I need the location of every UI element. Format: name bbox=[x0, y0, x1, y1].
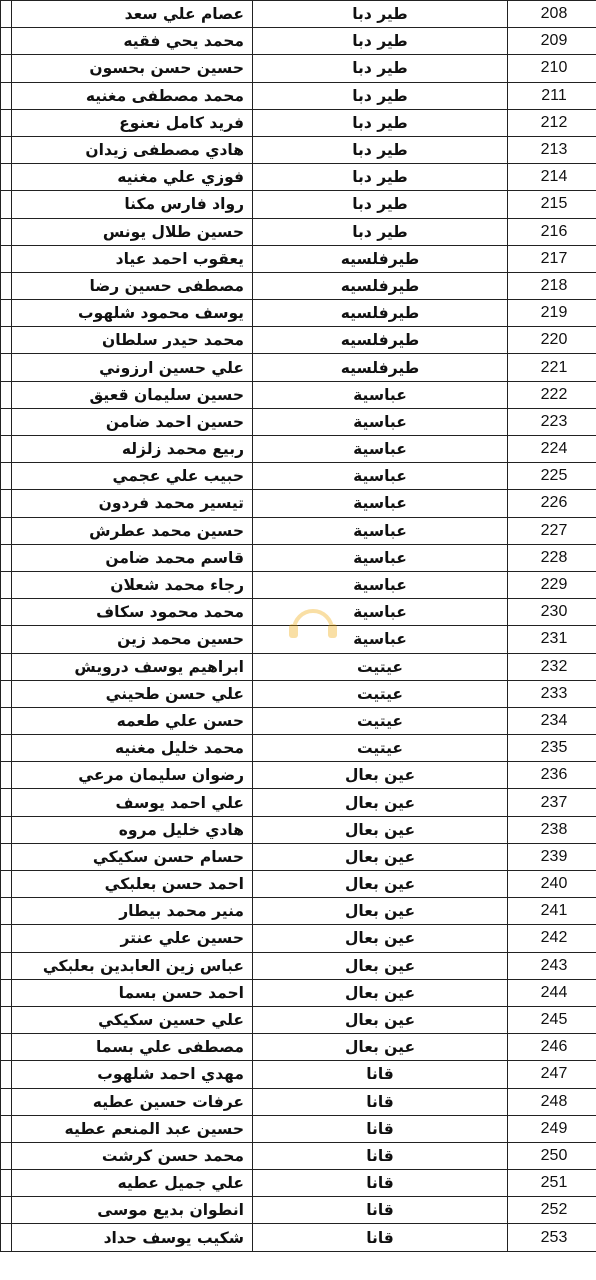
town-cell: عباسية bbox=[253, 490, 508, 517]
table-row bbox=[1, 490, 596, 517]
row-margin-cell bbox=[1, 218, 12, 245]
table-row bbox=[1, 680, 596, 707]
row-margin-cell bbox=[1, 164, 12, 191]
table-row bbox=[1, 1006, 596, 1033]
row-margin-cell bbox=[1, 1, 12, 28]
table-row bbox=[1, 979, 596, 1006]
row-margin-cell bbox=[1, 463, 12, 490]
row-margin-cell bbox=[1, 272, 12, 299]
row-number-cell: 253 bbox=[508, 1224, 596, 1251]
row-margin-cell bbox=[1, 28, 12, 55]
town-cell: عين بعال bbox=[253, 952, 508, 979]
row-margin-cell bbox=[1, 109, 12, 136]
person-name-cell: عباس زين العابدين بعلبكي bbox=[12, 952, 253, 979]
table-row bbox=[1, 707, 596, 734]
row-margin-cell bbox=[1, 871, 12, 898]
table-row bbox=[1, 28, 596, 55]
person-name-cell: مصطفى حسين رضا bbox=[12, 272, 253, 299]
town-cell: عين بعال bbox=[253, 898, 508, 925]
table-row bbox=[1, 408, 596, 435]
row-margin-cell bbox=[1, 599, 12, 626]
town-cell: طيرفلسيه bbox=[253, 327, 508, 354]
row-margin-cell bbox=[1, 1061, 12, 1088]
table-row bbox=[1, 544, 596, 571]
town-cell: طيرفلسيه bbox=[253, 272, 508, 299]
town-cell: طير دبا bbox=[253, 136, 508, 163]
town-cell: عباسية bbox=[253, 463, 508, 490]
town-cell: عيتيت bbox=[253, 653, 508, 680]
row-number-cell: 218 bbox=[508, 272, 596, 299]
town-cell: قانا bbox=[253, 1115, 508, 1142]
row-number-cell: 248 bbox=[508, 1088, 596, 1115]
row-margin-cell bbox=[1, 1006, 12, 1033]
person-name-cell: حسن علي طعمه bbox=[12, 707, 253, 734]
table-row bbox=[1, 164, 596, 191]
town-cell: عين بعال bbox=[253, 816, 508, 843]
town-cell: قانا bbox=[253, 1197, 508, 1224]
person-name-cell: احمد حسن بسما bbox=[12, 979, 253, 1006]
town-cell: عين بعال bbox=[253, 843, 508, 870]
person-name-cell: محمد خليل مغنيه bbox=[12, 735, 253, 762]
town-cell: قانا bbox=[253, 1088, 508, 1115]
town-cell: طير دبا bbox=[253, 82, 508, 109]
row-number-cell: 241 bbox=[508, 898, 596, 925]
person-name-cell: محمد يحي فقيه bbox=[12, 28, 253, 55]
table-row bbox=[1, 82, 596, 109]
person-name-cell: حسين محمد زين bbox=[12, 626, 253, 653]
person-name-cell: احمد حسن بعلبكي bbox=[12, 871, 253, 898]
person-name-cell: رواد فارس مكنا bbox=[12, 191, 253, 218]
town-cell: طيرفلسيه bbox=[253, 245, 508, 272]
person-name-cell: يوسف محمود شلهوب bbox=[12, 300, 253, 327]
row-number-cell: 212 bbox=[508, 109, 596, 136]
person-name-cell: حسين احمد ضامن bbox=[12, 408, 253, 435]
table-row bbox=[1, 436, 596, 463]
row-number-cell: 210 bbox=[508, 55, 596, 82]
row-margin-cell bbox=[1, 979, 12, 1006]
town-cell: عيتيت bbox=[253, 707, 508, 734]
table-row bbox=[1, 109, 596, 136]
row-number-cell: 216 bbox=[508, 218, 596, 245]
row-number-cell: 221 bbox=[508, 354, 596, 381]
town-cell: طير دبا bbox=[253, 218, 508, 245]
person-name-cell: شكيب يوسف حداد bbox=[12, 1224, 253, 1251]
table-row bbox=[1, 925, 596, 952]
person-name-cell: مهدي احمد شلهوب bbox=[12, 1061, 253, 1088]
row-number-cell: 251 bbox=[508, 1170, 596, 1197]
row-number-cell: 208 bbox=[508, 1, 596, 28]
row-margin-cell bbox=[1, 571, 12, 598]
row-number-cell: 213 bbox=[508, 136, 596, 163]
person-name-cell: ربيع محمد زلزله bbox=[12, 436, 253, 463]
person-name-cell: ابراهيم يوسف درويش bbox=[12, 653, 253, 680]
table-row bbox=[1, 1170, 596, 1197]
row-number-cell: 242 bbox=[508, 925, 596, 952]
row-margin-cell bbox=[1, 55, 12, 82]
row-margin-cell bbox=[1, 653, 12, 680]
table-row bbox=[1, 327, 596, 354]
table-row bbox=[1, 245, 596, 272]
row-number-cell: 250 bbox=[508, 1142, 596, 1169]
person-name-cell: رضوان سليمان مرعي bbox=[12, 762, 253, 789]
person-name-cell: منير محمد بيطار bbox=[12, 898, 253, 925]
row-margin-cell bbox=[1, 1224, 12, 1251]
row-margin-cell bbox=[1, 490, 12, 517]
town-cell: عين بعال bbox=[253, 789, 508, 816]
person-name-cell: محمد حسن كرشت bbox=[12, 1142, 253, 1169]
row-margin-cell bbox=[1, 1170, 12, 1197]
row-number-cell: 240 bbox=[508, 871, 596, 898]
town-cell: قانا bbox=[253, 1061, 508, 1088]
town-cell: عين بعال bbox=[253, 1034, 508, 1061]
row-margin-cell bbox=[1, 82, 12, 109]
town-cell: قانا bbox=[253, 1142, 508, 1169]
table-row bbox=[1, 952, 596, 979]
person-name-cell: علي حسين ارزوني bbox=[12, 354, 253, 381]
person-name-cell: حسين سليمان قعيق bbox=[12, 381, 253, 408]
table-row bbox=[1, 1142, 596, 1169]
table-row bbox=[1, 1088, 596, 1115]
row-margin-cell bbox=[1, 843, 12, 870]
town-cell: عباسية bbox=[253, 381, 508, 408]
row-margin-cell bbox=[1, 789, 12, 816]
row-number-cell: 215 bbox=[508, 191, 596, 218]
row-number-cell: 219 bbox=[508, 300, 596, 327]
person-name-cell: رجاء محمد شعلان bbox=[12, 571, 253, 598]
row-margin-cell bbox=[1, 816, 12, 843]
row-margin-cell bbox=[1, 191, 12, 218]
town-cell: طير دبا bbox=[253, 28, 508, 55]
row-margin-cell bbox=[1, 381, 12, 408]
table-row bbox=[1, 463, 596, 490]
table-row bbox=[1, 381, 596, 408]
person-name-cell: حسام حسن سكيكي bbox=[12, 843, 253, 870]
table-row bbox=[1, 218, 596, 245]
row-number-cell: 249 bbox=[508, 1115, 596, 1142]
row-number-cell: 227 bbox=[508, 517, 596, 544]
town-cell: عباسية bbox=[253, 517, 508, 544]
person-name-cell: حسين حسن بحسون bbox=[12, 55, 253, 82]
town-cell: عباسية bbox=[253, 544, 508, 571]
row-number-cell: 230 bbox=[508, 599, 596, 626]
table-row bbox=[1, 1, 596, 28]
row-margin-cell bbox=[1, 1088, 12, 1115]
town-cell: طير دبا bbox=[253, 55, 508, 82]
row-margin-cell bbox=[1, 925, 12, 952]
person-name-cell: انطوان بديع موسى bbox=[12, 1197, 253, 1224]
person-name-cell: عرفات حسين عطيه bbox=[12, 1088, 253, 1115]
person-name-cell: عصام علي سعد bbox=[12, 1, 253, 28]
town-cell: طير دبا bbox=[253, 191, 508, 218]
town-cell: عيتيت bbox=[253, 735, 508, 762]
row-margin-cell bbox=[1, 626, 12, 653]
row-margin-cell bbox=[1, 1197, 12, 1224]
row-number-cell: 233 bbox=[508, 680, 596, 707]
row-margin-cell bbox=[1, 762, 12, 789]
town-cell: طير دبا bbox=[253, 164, 508, 191]
table-row bbox=[1, 55, 596, 82]
row-number-cell: 234 bbox=[508, 707, 596, 734]
row-margin-cell bbox=[1, 245, 12, 272]
town-cell: عين بعال bbox=[253, 979, 508, 1006]
row-number-cell: 246 bbox=[508, 1034, 596, 1061]
town-cell: عيتيت bbox=[253, 680, 508, 707]
person-name-cell: فوزي علي مغنيه bbox=[12, 164, 253, 191]
table-row bbox=[1, 762, 596, 789]
table-row bbox=[1, 735, 596, 762]
person-name-cell: حبيب علي عجمي bbox=[12, 463, 253, 490]
row-margin-cell bbox=[1, 1142, 12, 1169]
person-name-cell: حسين محمد عطرش bbox=[12, 517, 253, 544]
town-cell: عين بعال bbox=[253, 762, 508, 789]
row-margin-cell bbox=[1, 952, 12, 979]
town-cell: قانا bbox=[253, 1224, 508, 1251]
row-number-cell: 252 bbox=[508, 1197, 596, 1224]
row-number-cell: 217 bbox=[508, 245, 596, 272]
person-name-cell: علي حسين سكيكي bbox=[12, 1006, 253, 1033]
table-body bbox=[1, 1, 596, 1252]
table-row bbox=[1, 816, 596, 843]
row-number-cell: 247 bbox=[508, 1061, 596, 1088]
row-number-cell: 228 bbox=[508, 544, 596, 571]
town-cell: عين بعال bbox=[253, 871, 508, 898]
row-number-cell: 226 bbox=[508, 490, 596, 517]
table-row bbox=[1, 354, 596, 381]
row-number-cell: 223 bbox=[508, 408, 596, 435]
person-name-cell: قاسم محمد ضامن bbox=[12, 544, 253, 571]
table-row bbox=[1, 653, 596, 680]
row-number-cell: 214 bbox=[508, 164, 596, 191]
row-margin-cell bbox=[1, 300, 12, 327]
row-number-cell: 243 bbox=[508, 952, 596, 979]
row-number-cell: 231 bbox=[508, 626, 596, 653]
row-number-cell: 237 bbox=[508, 789, 596, 816]
table-row bbox=[1, 136, 596, 163]
town-cell: عباسية bbox=[253, 599, 508, 626]
person-name-cell: يعقوب احمد عياد bbox=[12, 245, 253, 272]
row-number-cell: 232 bbox=[508, 653, 596, 680]
row-number-cell: 236 bbox=[508, 762, 596, 789]
table-row bbox=[1, 300, 596, 327]
row-margin-cell bbox=[1, 1034, 12, 1061]
person-name-cell: هادي مصطفى زيدان bbox=[12, 136, 253, 163]
row-number-cell: 224 bbox=[508, 436, 596, 463]
person-name-cell: محمد حيدر سلطان bbox=[12, 327, 253, 354]
person-name-cell: محمد مصطفى مغنيه bbox=[12, 82, 253, 109]
town-cell: قانا bbox=[253, 1170, 508, 1197]
table-row bbox=[1, 1197, 596, 1224]
row-margin-cell bbox=[1, 354, 12, 381]
row-number-cell: 229 bbox=[508, 571, 596, 598]
row-margin-cell bbox=[1, 327, 12, 354]
table-row bbox=[1, 626, 596, 653]
row-number-cell: 235 bbox=[508, 735, 596, 762]
person-name-cell: فريد كامل نعنوع bbox=[12, 109, 253, 136]
town-cell: عباسية bbox=[253, 408, 508, 435]
table-row bbox=[1, 1034, 596, 1061]
row-number-cell: 225 bbox=[508, 463, 596, 490]
table-row bbox=[1, 599, 596, 626]
row-margin-cell bbox=[1, 544, 12, 571]
person-name-cell: علي حسن طحيني bbox=[12, 680, 253, 707]
table-row bbox=[1, 1061, 596, 1088]
row-margin-cell bbox=[1, 408, 12, 435]
person-name-cell: هادي خليل مروه bbox=[12, 816, 253, 843]
row-number-cell: 220 bbox=[508, 327, 596, 354]
town-cell: عباسية bbox=[253, 571, 508, 598]
person-name-cell: علي احمد يوسف bbox=[12, 789, 253, 816]
person-name-cell: علي جميل عطيه bbox=[12, 1170, 253, 1197]
table-row bbox=[1, 789, 596, 816]
row-margin-cell bbox=[1, 136, 12, 163]
row-margin-cell bbox=[1, 680, 12, 707]
person-name-cell: حسين عبد المنعم عطيه bbox=[12, 1115, 253, 1142]
table-row bbox=[1, 843, 596, 870]
table-row bbox=[1, 517, 596, 544]
person-name-cell: حسين علي عنتر bbox=[12, 925, 253, 952]
table-row bbox=[1, 571, 596, 598]
person-name-cell: حسين طلال يونس bbox=[12, 218, 253, 245]
table-row bbox=[1, 898, 596, 925]
town-cell: عباسية bbox=[253, 626, 508, 653]
person-name-cell: تيسير محمد فردون bbox=[12, 490, 253, 517]
town-cell: عباسية bbox=[253, 436, 508, 463]
town-cell: طيرفلسيه bbox=[253, 354, 508, 381]
person-name-cell: محمد محمود سكاف bbox=[12, 599, 253, 626]
row-number-cell: 239 bbox=[508, 843, 596, 870]
town-cell: طيرفلسيه bbox=[253, 300, 508, 327]
row-margin-cell bbox=[1, 735, 12, 762]
town-cell: طير دبا bbox=[253, 109, 508, 136]
town-cell: عين بعال bbox=[253, 925, 508, 952]
row-number-cell: 209 bbox=[508, 28, 596, 55]
row-number-cell: 244 bbox=[508, 979, 596, 1006]
row-margin-cell bbox=[1, 436, 12, 463]
town-cell: طير دبا bbox=[253, 1, 508, 28]
table-row bbox=[1, 1224, 596, 1251]
person-name-cell: مصطفى علي بسما bbox=[12, 1034, 253, 1061]
row-margin-cell bbox=[1, 1115, 12, 1142]
row-number-cell: 238 bbox=[508, 816, 596, 843]
table-row bbox=[1, 272, 596, 299]
row-number-cell: 211 bbox=[508, 82, 596, 109]
row-margin-cell bbox=[1, 517, 12, 544]
table-row bbox=[1, 191, 596, 218]
row-margin-cell bbox=[1, 707, 12, 734]
row-number-cell: 245 bbox=[508, 1006, 596, 1033]
table-row bbox=[1, 871, 596, 898]
table-row bbox=[1, 1115, 596, 1142]
row-number-cell: 222 bbox=[508, 381, 596, 408]
town-cell: عين بعال bbox=[253, 1006, 508, 1033]
row-margin-cell bbox=[1, 898, 12, 925]
